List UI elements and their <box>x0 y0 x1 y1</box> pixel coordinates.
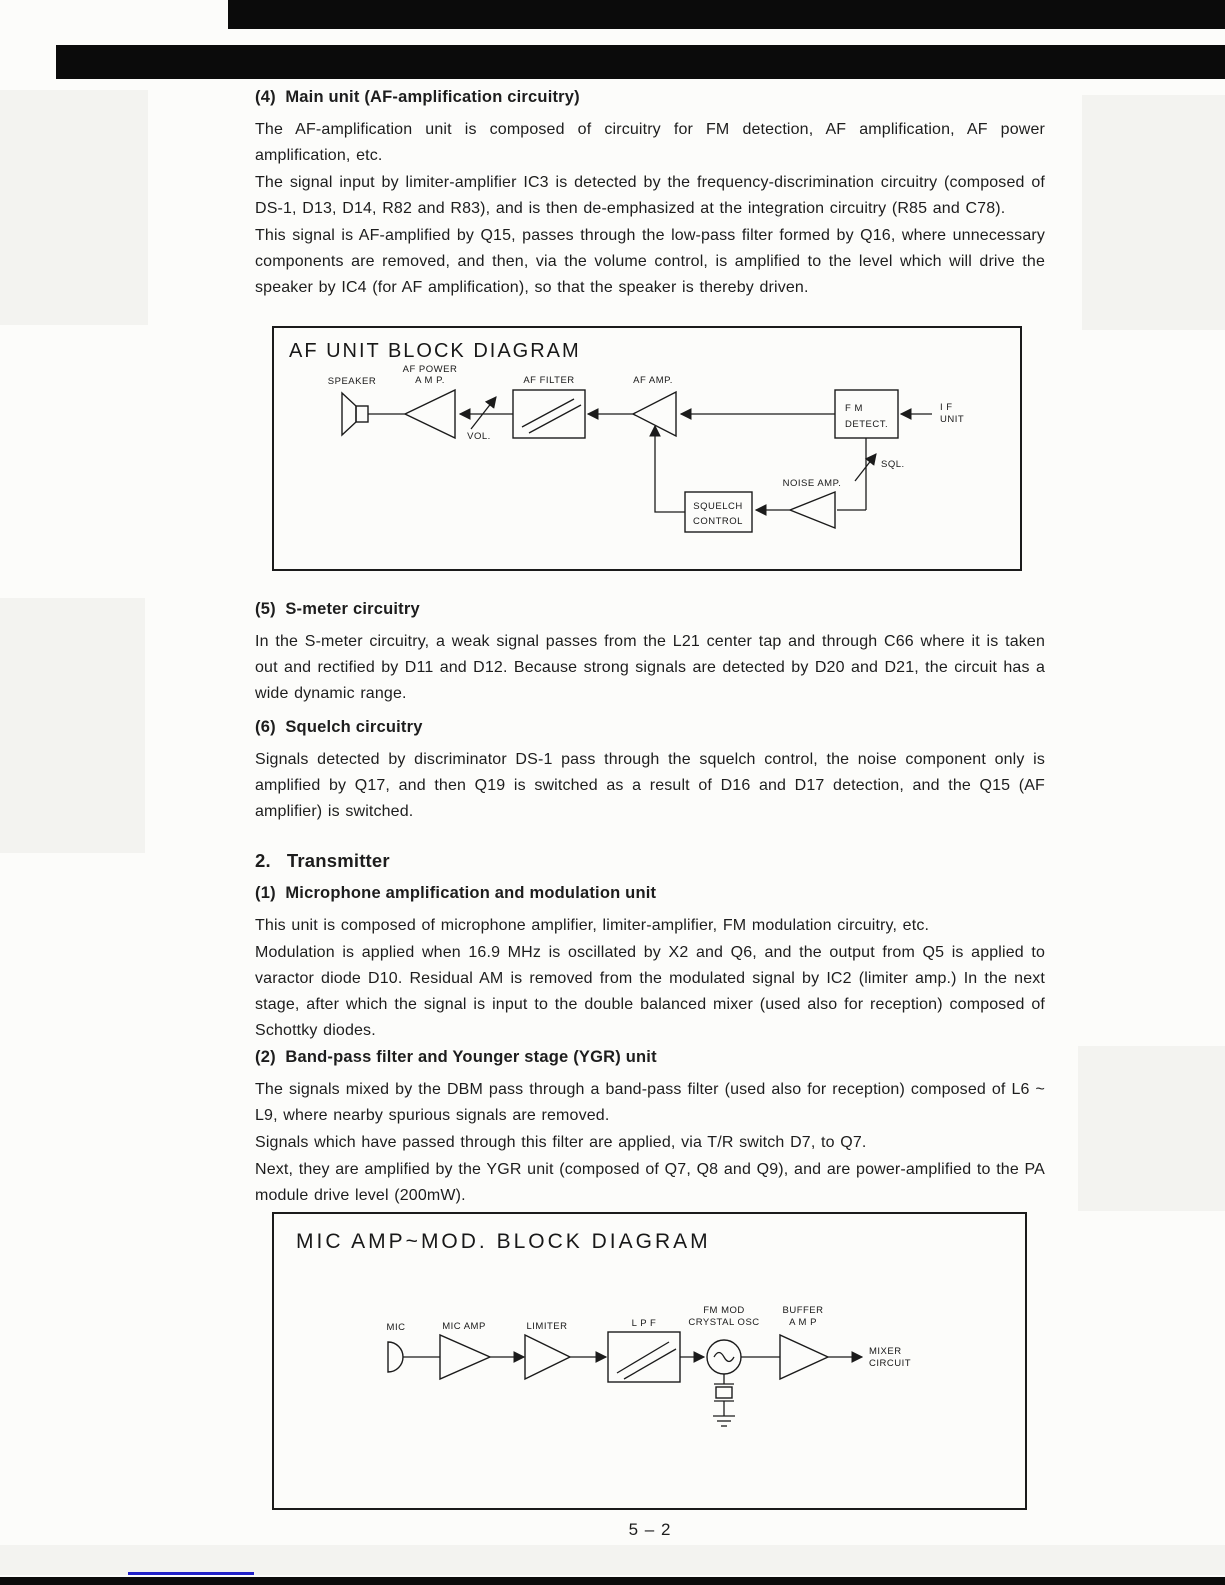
af-amp-label: AF AMP. <box>633 375 673 386</box>
af-unit-block-diagram <box>272 326 1022 571</box>
volume-control-symbol <box>471 397 496 429</box>
diagram-title: AF UNIT BLOCK DIAGRAM <box>289 340 581 362</box>
speaker-icon <box>342 393 368 435</box>
ground-icon <box>713 1416 735 1426</box>
scan-shade <box>0 598 145 853</box>
if-unit-label: UNIT <box>940 414 965 425</box>
af-filter-symbol <box>513 390 585 438</box>
vol-label: VOL. <box>467 431 491 442</box>
section-heading: (4) Main unit (AF-amplification circuitry) <box>255 88 580 106</box>
buffer-amp-label: A M P <box>789 1317 817 1328</box>
mic-label: MIC <box>386 1322 406 1333</box>
mixer-output-label: CIRCUIT <box>869 1358 912 1369</box>
mic-amp-mod-block-diagram <box>272 1212 1027 1510</box>
diagram-border <box>273 327 1021 570</box>
body-paragraph: Modulation is applied when 16.9 MHz is oscillated by X2 and Q6, and the output from Q5 is applied to varactor diode D10. Residual AM is removed from the modulated signal by IC2 (limiter amp.) In the next stage, after which the signal is input to the double balanced mixer (used also for reception) composed of Schottky diodes. <box>255 944 1045 1039</box>
fm-mod-osc-label: CRYSTAL OSC <box>688 1317 760 1328</box>
buffer-amp-symbol <box>780 1335 828 1379</box>
scan-artifact-top-bar-2 <box>56 45 1225 79</box>
page-number: 5 – 2 <box>628 1520 672 1539</box>
section-heading: (1) Microphone amplification and modulation unit <box>255 884 657 902</box>
mic-diagram-svg <box>272 1212 1027 1510</box>
fm-mod-osc-label: FM MOD <box>703 1305 745 1316</box>
body-paragraph: The signal input by limiter-amplifier IC3 is detected by the frequency-discrimination circuitry (composed of DS-1, D13, D14, R82 and R83), and is then de-emphasized at the integration circuitry (R85 and C78). <box>255 174 1045 217</box>
mic-amp-label: MIC AMP <box>442 1321 486 1332</box>
limiter-label: LIMITER <box>526 1321 568 1332</box>
scan-shade <box>1078 1046 1225 1211</box>
section-main-unit <box>255 88 1045 302</box>
fm-detect-label: DETECT. <box>845 419 889 430</box>
squelch-label: SQUELCH <box>693 501 743 512</box>
section-s-meter <box>255 600 1045 708</box>
limiter-symbol <box>525 1335 570 1379</box>
section-heading: (5) S-meter circuitry <box>255 600 420 618</box>
body-paragraph: The AF-amplification unit is composed of circuitry for FM detection, AF amplification, AF power amplification, etc. <box>255 121 1045 164</box>
diagram-border <box>273 1213 1026 1509</box>
section-heading: (6) Squelch circuitry <box>255 718 423 736</box>
af-diagram-svg <box>272 326 1022 571</box>
body-paragraph: In the S-meter circuitry, a weak signal passes from the L21 center tap and through C66 where it is taken out and rectified by D11 and D12. Because strong signals are detected by D20 and D21, the circuit has a wide dynamic range. <box>255 633 1045 702</box>
section-squelch <box>255 718 1045 826</box>
section-transmitter <box>255 850 1045 882</box>
noise-amp-label: NOISE AMP. <box>782 478 842 489</box>
mic-amp-symbol <box>440 1335 490 1379</box>
af-filter-label: AF FILTER <box>523 375 575 386</box>
noise-amp-symbol <box>790 492 835 528</box>
scan-artifact-bottom-bar <box>0 1577 1225 1585</box>
af-power-amp-label: A M P. <box>415 375 445 386</box>
section-heading: (2) Band-pass filter and Younger stage (YGR) unit <box>255 1048 657 1066</box>
mixer-output-label: MIXER <box>869 1346 902 1357</box>
body-paragraph: Signals which have passed through this filter are applied, via T/R switch D7, to Q7. <box>255 1134 867 1151</box>
scan-shade <box>0 1545 1225 1575</box>
scan-artifact-top-bar <box>228 0 1225 29</box>
scan-shade <box>0 90 148 325</box>
section-heading: 2. Transmitter <box>255 850 390 871</box>
lpf-label: L P F <box>631 1318 657 1329</box>
diagram-title: MIC AMP~MOD. BLOCK DIAGRAM <box>296 1230 711 1253</box>
body-paragraph: This signal is AF-amplified by Q15, passes through the low-pass filter formed by Q16, where unnecessary components are removed, and then, via the volume control, is amplified to the level which will drive the speaker by IC4 (for AF amplification), so that the speaker is thereby driven. <box>255 227 1045 296</box>
af-power-amp-symbol <box>405 390 455 438</box>
section-bandpass-filter <box>255 1048 1045 1210</box>
if-unit-label: I F <box>940 402 953 413</box>
scan-artifact-blue-line <box>128 1572 254 1575</box>
fm-detect-label: F M <box>845 403 863 414</box>
scan-shade <box>1082 95 1225 330</box>
body-paragraph: The signals mixed by the DBM pass through a band-pass filter (used also for reception) composed of L6 ~ L9, where nearby spurious signals are removed. <box>255 1081 1045 1124</box>
crystal-icon <box>714 1374 734 1416</box>
mic-icon <box>388 1342 403 1372</box>
crystal-osc-symbol <box>707 1340 741 1374</box>
body-paragraph: This unit is composed of microphone amplifier, limiter-amplifier, FM modulation circuitry, etc. <box>255 917 930 934</box>
body-paragraph: Next, they are amplified by the YGR unit (composed of Q7, Q8 and Q9), and are power-amplified to the PA module drive level (200mW). <box>255 1161 1045 1204</box>
speaker-label: SPEAKER <box>327 376 377 387</box>
buffer-amp-label: BUFFER <box>782 1305 824 1316</box>
lpf-symbol <box>608 1332 680 1382</box>
squelch-label: CONTROL <box>693 516 743 527</box>
body-paragraph: Signals detected by discriminator DS-1 pass through the squelch control, the noise component only is amplified by Q17, and then Q19 is switched as a result of D16 and D17 detection, and the Q15 (AF amplifier) is switched. <box>255 751 1045 820</box>
sql-label: SQL. <box>881 459 905 470</box>
fm-detect-box <box>835 390 898 438</box>
section-mic-amplification <box>255 884 1045 1045</box>
af-power-amp-label: AF POWER <box>402 364 458 375</box>
